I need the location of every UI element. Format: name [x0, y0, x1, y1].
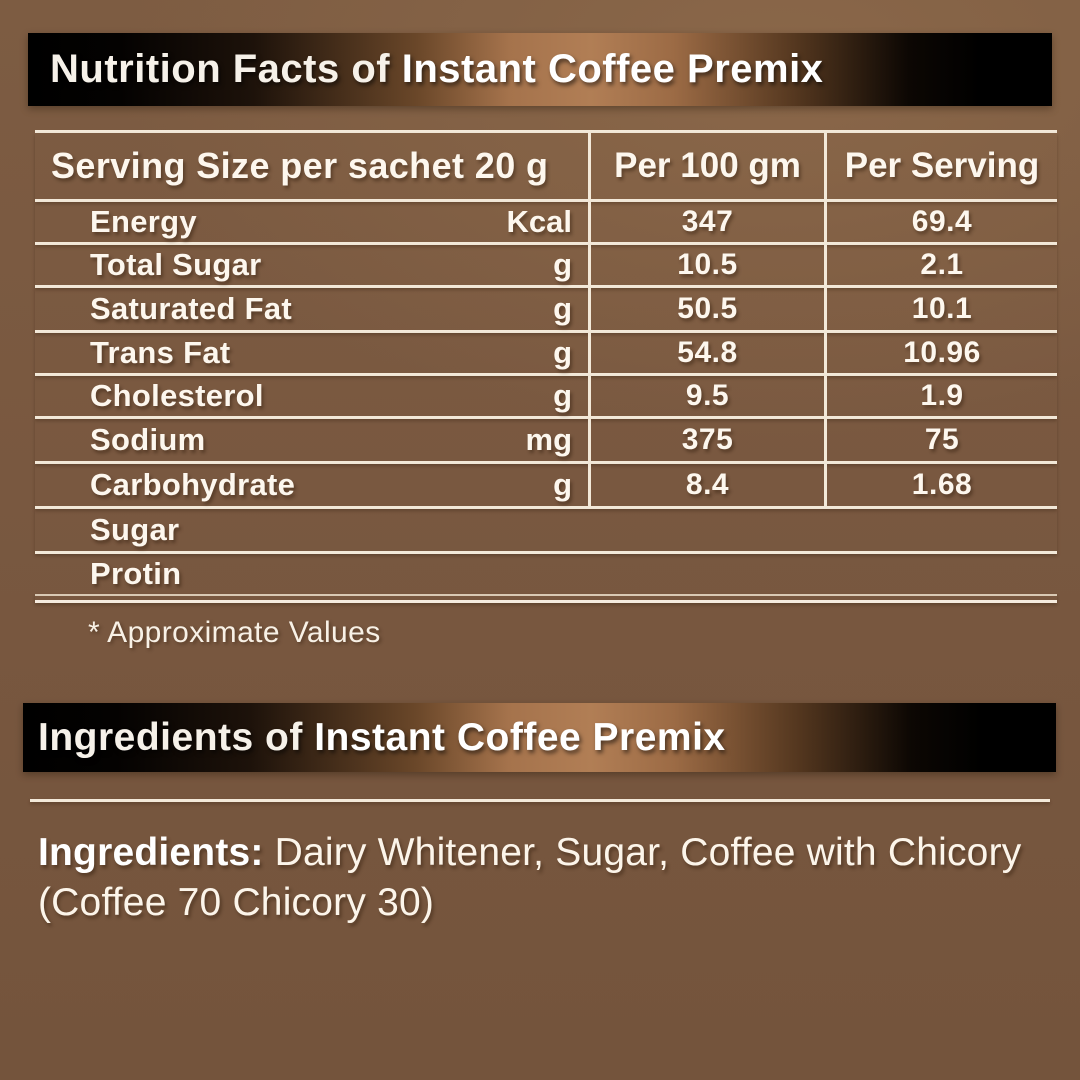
ingredients-paragraph — [38, 828, 1043, 928]
table-row-saturated-fat — [35, 288, 1057, 333]
nutrition-table — [35, 130, 1057, 594]
row-per100-value: 10.5 — [588, 245, 824, 285]
row-per100-value: 50.5 — [588, 288, 824, 330]
row-serving-value: 10.1 — [824, 288, 1057, 330]
ingredients-label: Ingredients: — [38, 831, 264, 874]
row-label: Carbohydrate — [90, 467, 296, 502]
row-serving-value: 69.4 — [824, 202, 1057, 242]
row-label: Energy — [90, 204, 197, 239]
ingredients-list-line2: (Coffee 70 Chicory 30) — [38, 881, 435, 924]
table-row-carbohydrate — [35, 464, 1057, 509]
row-per100-value: 8.4 — [588, 464, 824, 506]
row-unit: g — [553, 247, 572, 282]
nutrition-facts-banner — [28, 33, 1052, 106]
approximate-values-footnote: * Approximate Values — [88, 616, 381, 649]
table-row-cholesterol — [35, 376, 1057, 419]
row-serving-value: 2.1 — [824, 245, 1057, 285]
row-per100-value: 54.8 — [588, 333, 824, 373]
table-row-total-sugar — [35, 245, 1057, 288]
ingredients-title-product: Instant Coffee Premix — [314, 715, 726, 759]
nutrition-facts-title — [50, 47, 823, 92]
table-row-sodium — [35, 419, 1057, 464]
row-serving-value: 10.96 — [824, 333, 1057, 373]
row-per100-value: 9.5 — [588, 376, 824, 416]
row-unit: g — [553, 335, 572, 370]
nutrition-facts-title-product: Instant Coffee Premix — [401, 47, 824, 91]
ingredients-title-prefix: Ingredients of — [38, 715, 315, 759]
row-label: Trans Fat — [90, 335, 231, 370]
ingredients-title — [38, 716, 726, 760]
ingredients-divider-rule — [30, 799, 1050, 802]
table-row-trans-fat — [35, 333, 1057, 376]
row-label: Sugar — [90, 512, 180, 547]
row-label: Sodium — [90, 422, 206, 457]
row-unit: Kcal — [506, 204, 572, 239]
table-row-sugar — [35, 509, 1057, 554]
table-bottom-double-rule — [35, 594, 1057, 603]
row-serving-value: 75 — [824, 419, 1057, 461]
row-serving-value: 1.68 — [824, 464, 1057, 506]
ingredients-banner — [23, 703, 1056, 772]
table-header-row — [35, 133, 1057, 202]
row-label: Saturated Fat — [90, 291, 292, 326]
row-per100-value: 375 — [588, 419, 824, 461]
header-per-100gm: Per 100 gm — [588, 133, 824, 199]
header-per-serving: Per Serving — [824, 133, 1057, 199]
row-unit: g — [553, 467, 572, 502]
table-row-energy — [35, 202, 1057, 245]
row-label: Cholesterol — [90, 378, 264, 413]
nutrition-facts-title-prefix: Nutrition Facts of — [50, 47, 402, 91]
row-serving-value: 1.9 — [824, 376, 1057, 416]
row-unit: g — [553, 291, 572, 326]
row-unit: g — [553, 378, 572, 413]
table-row-protin — [35, 554, 1057, 594]
row-unit: mg — [525, 422, 572, 457]
header-serving-size: Serving Size per sachet 20 g — [51, 145, 549, 186]
row-label: Protin — [90, 556, 182, 591]
row-per100-value: 347 — [588, 202, 824, 242]
row-label: Total Sugar — [90, 247, 262, 282]
ingredients-list: Dairy Whitener, Sugar, Coffee with Chicory — [263, 831, 1022, 874]
